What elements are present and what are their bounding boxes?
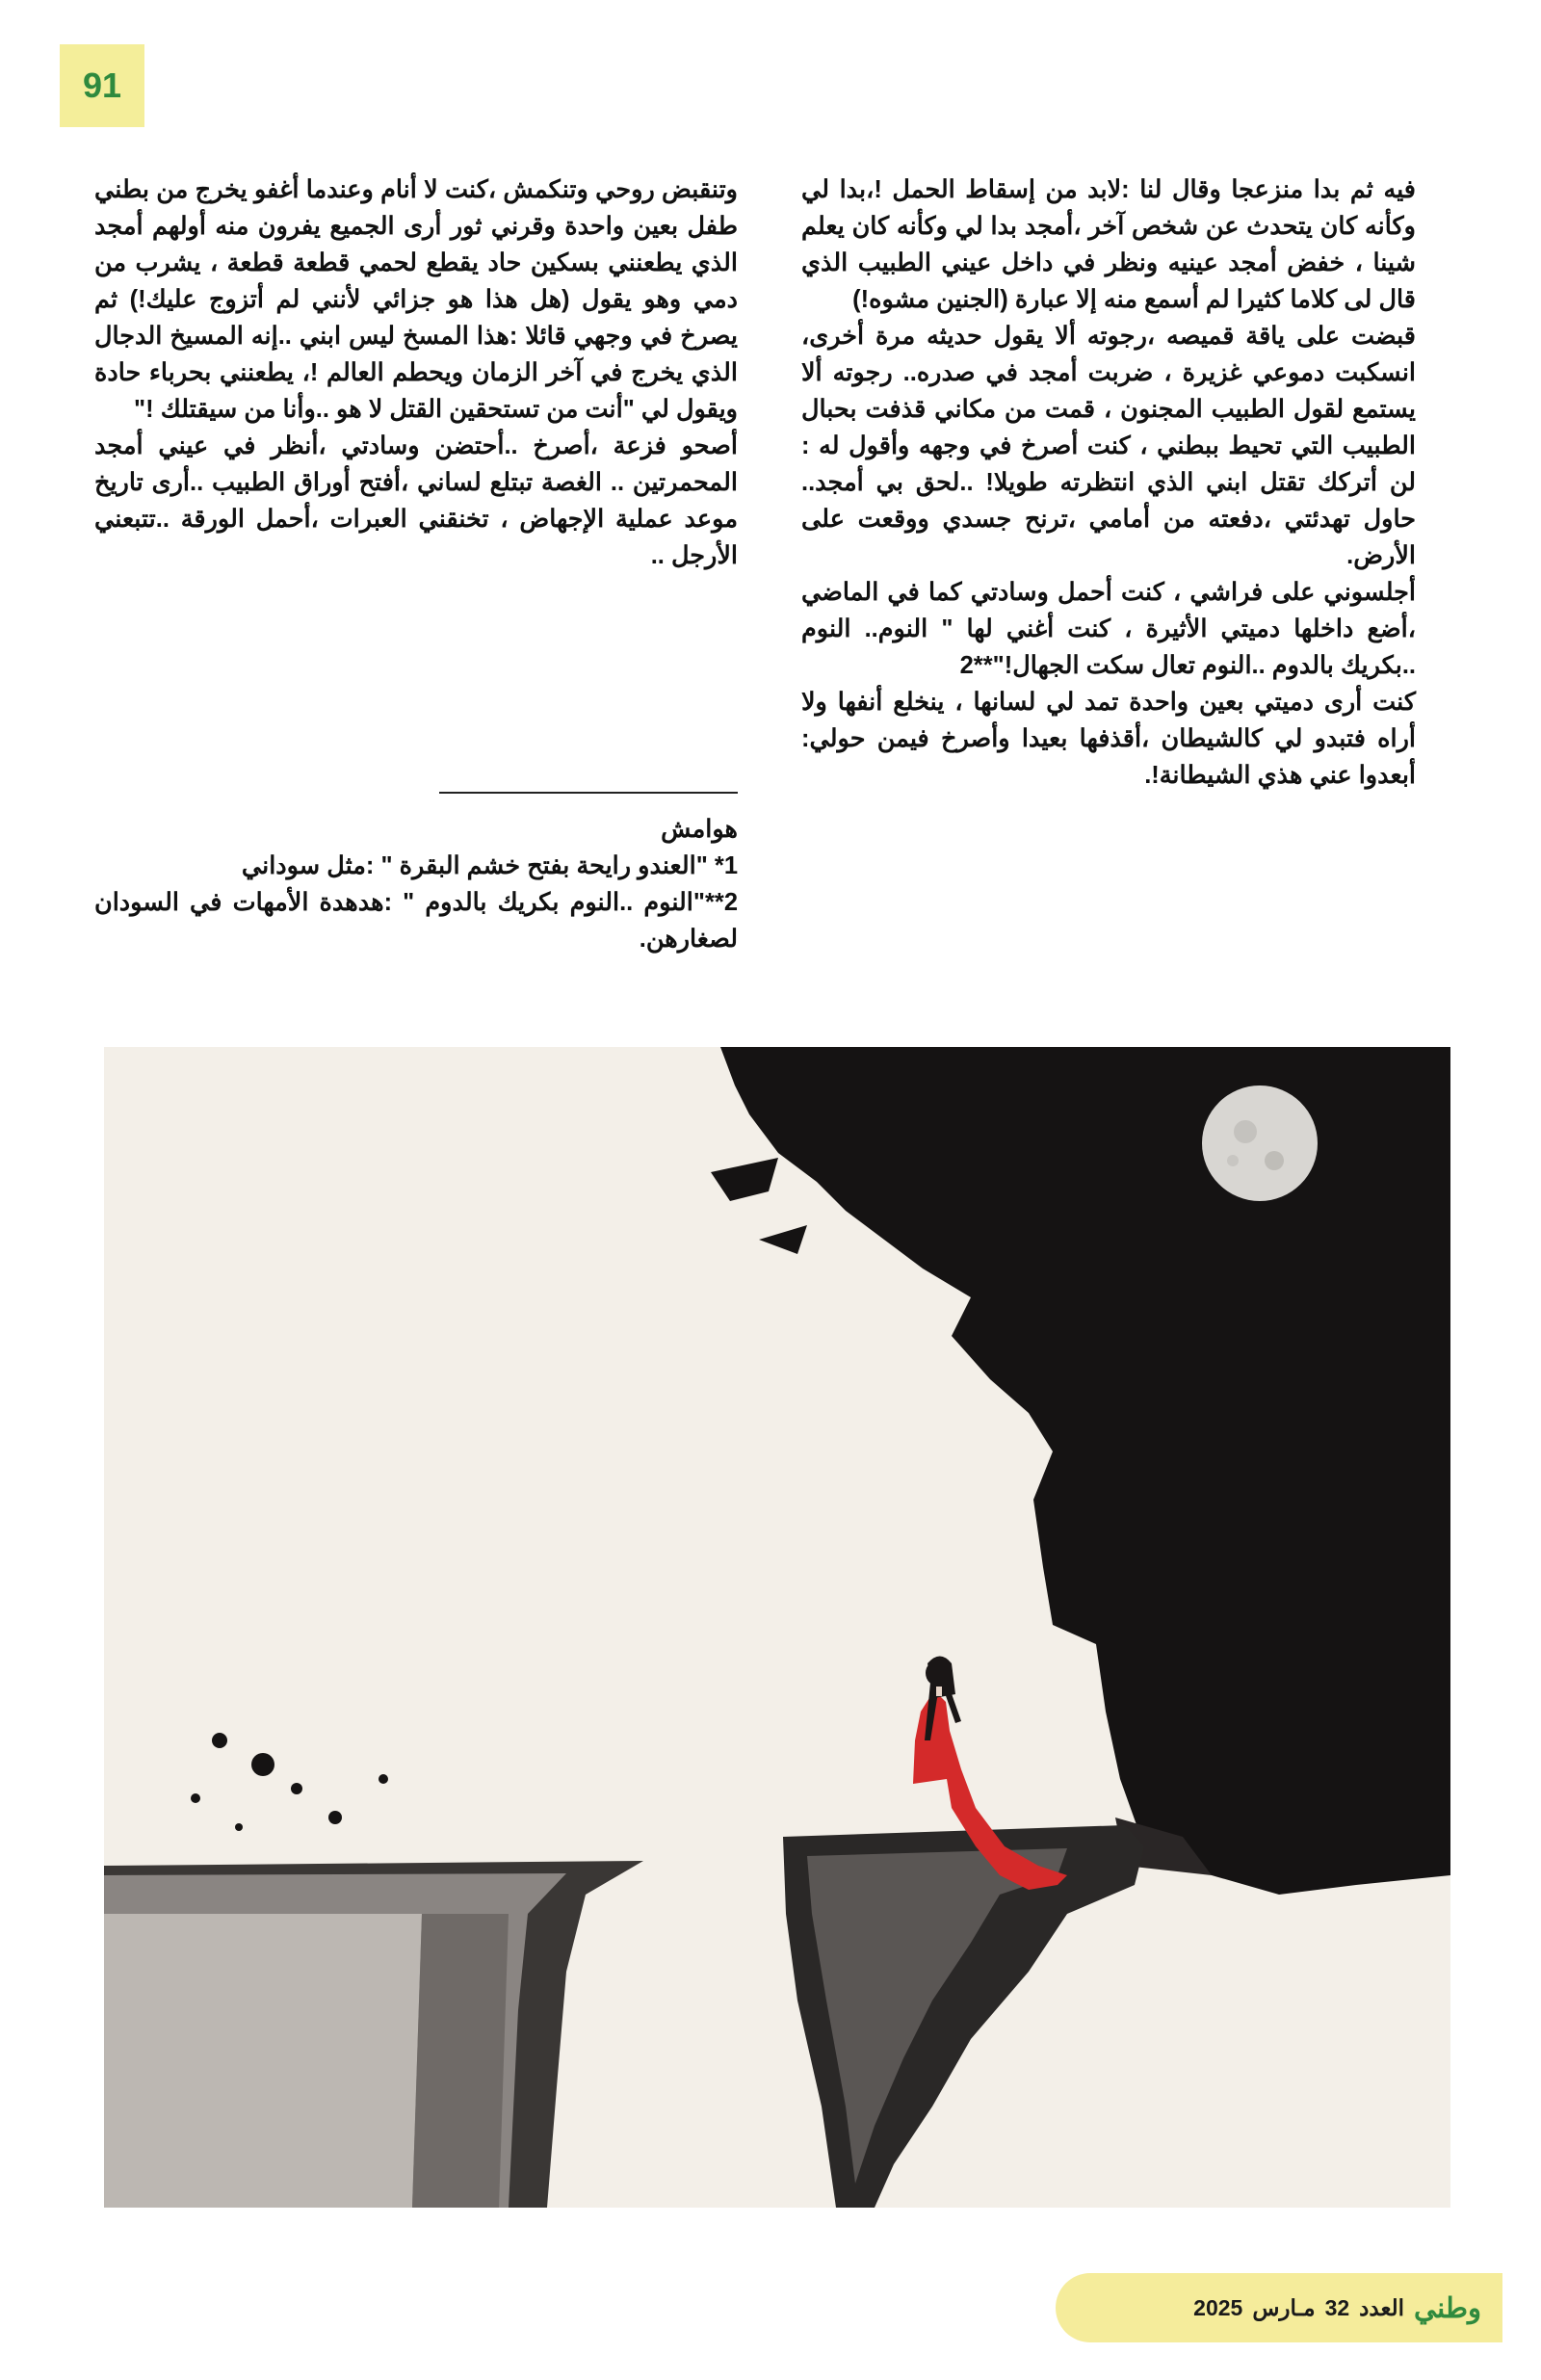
footer-issue-number: 32 xyxy=(1324,2294,1350,2320)
paragraph: كنت أرى دميتي بعين واحدة تمد لي لسانها ، ينخلع أنفها ولا أراه فتبدو لي كالشيطان ،أقذفها بعيدا وأصرخ فيمن حولي: أبعدوا عني هذي الشيطانة!. xyxy=(801,689,1416,789)
magazine-footer xyxy=(1056,2273,1502,2342)
paragraph: أصحو فزعة ،أصرخ ..أحتضن وسادتي ،أنظر في عيني أمجد المحمرتين .. الغصة تبتلع لساني ،أفتح أوراق الطبيب ..أرى تاريخ موعد عملية الإجهاض ، تخنقني العبرات ،أحمل الورقة ..تتبعني الأرجل .. xyxy=(94,432,738,569)
article-column-left xyxy=(94,171,738,574)
paragraph: فيه ثم بدا منزعجا وقال لنا :لابد من إسقاط الحمل !،بدا لي وكأنه كان يتحدث عن شخص آخر ،أمجد بدا لي وكأنه كان يعلم شينا ، خفض أمجد عينيه ونظر في داخل عيني الطبيب الذي قال لى كلاما كثيرا لم أسمع منه إلا عبارة (الجنين مشوه!) xyxy=(801,176,1416,313)
magazine-brand-logo: وطني xyxy=(1413,2292,1481,2324)
paragraph: أجلسوني على فراشي ، كنت أحمل وسادتي كما في الماضي ،أضع داخلها دميتي الأثيرة ، كنت أغني لها " النوم.. النوم ..بكريك بالدوم ..النوم تعال سكت الجهال!"**2 xyxy=(801,579,1416,679)
paragraph: وتنقبض روحي وتنكمش ،كنت لا أنام وعندما أغفو يخرج من بطني طفل بعين واحدة وقرني ثور أرى الجميع يفرون منه أولهم أمجد الذي يطعنني بسكين حاد يقطع لحمي قطعة قطعة ، يشرب من دمي وهو يقول (هل هذا هو جزائي لأنني لم أتزوج عليك!) ثم يصرخ في وجهي قائلا :هذا المسخ ليس ابني ..إنه المسيخ الدجال الذي يخرج في آخر الزمان ويحطم العالم !، يطعنني بحرباء حادة ويقول لي "أنت من تستحقين القتل لا هو ..وأنا من سيقتلك !" xyxy=(94,176,738,423)
footer-year: 2025 xyxy=(1193,2294,1243,2320)
footer-issue-label: العدد xyxy=(1359,2294,1404,2320)
footnotes xyxy=(94,811,738,957)
ink-illustration-woman-on-cliff xyxy=(104,1047,1450,2208)
footnote: 2**"النوم ..النوم بكريك بالدوم " :هدهدة الأمهات في السودان لصغارهن. xyxy=(94,889,738,953)
footer-month: مـارس xyxy=(1252,2294,1316,2320)
paragraph: قبضت على ياقة قميصه ،رجوته ألا يقول حديثه مرة أخرى، انسكبت دموعي غزيرة ، ضربت أمجد في صدره.. رجوته ألا يستمع لقول الطبيب المجنون ، قمت من مكاني قذفت بحبال الطبيب التي تحيط ببطني ، كنت أصرخ في وجهه وأقول له : لن أتركك تقتل ابني الذي انتظرته طويلا! ..لحق بي أمجد.. حاول تهدئتي ،دفعته من أمامي ،ترنح جسدي ووقعت على الأرض. xyxy=(801,323,1416,569)
footnotes-divider xyxy=(439,792,738,794)
article-column-right xyxy=(801,171,1416,794)
footnotes-title: هوامش xyxy=(661,816,738,843)
page-number: 91 xyxy=(60,44,144,127)
footnote: 1* "العندو رايحة بفتح خشم البقرة " :مثل سوداني xyxy=(241,852,738,879)
